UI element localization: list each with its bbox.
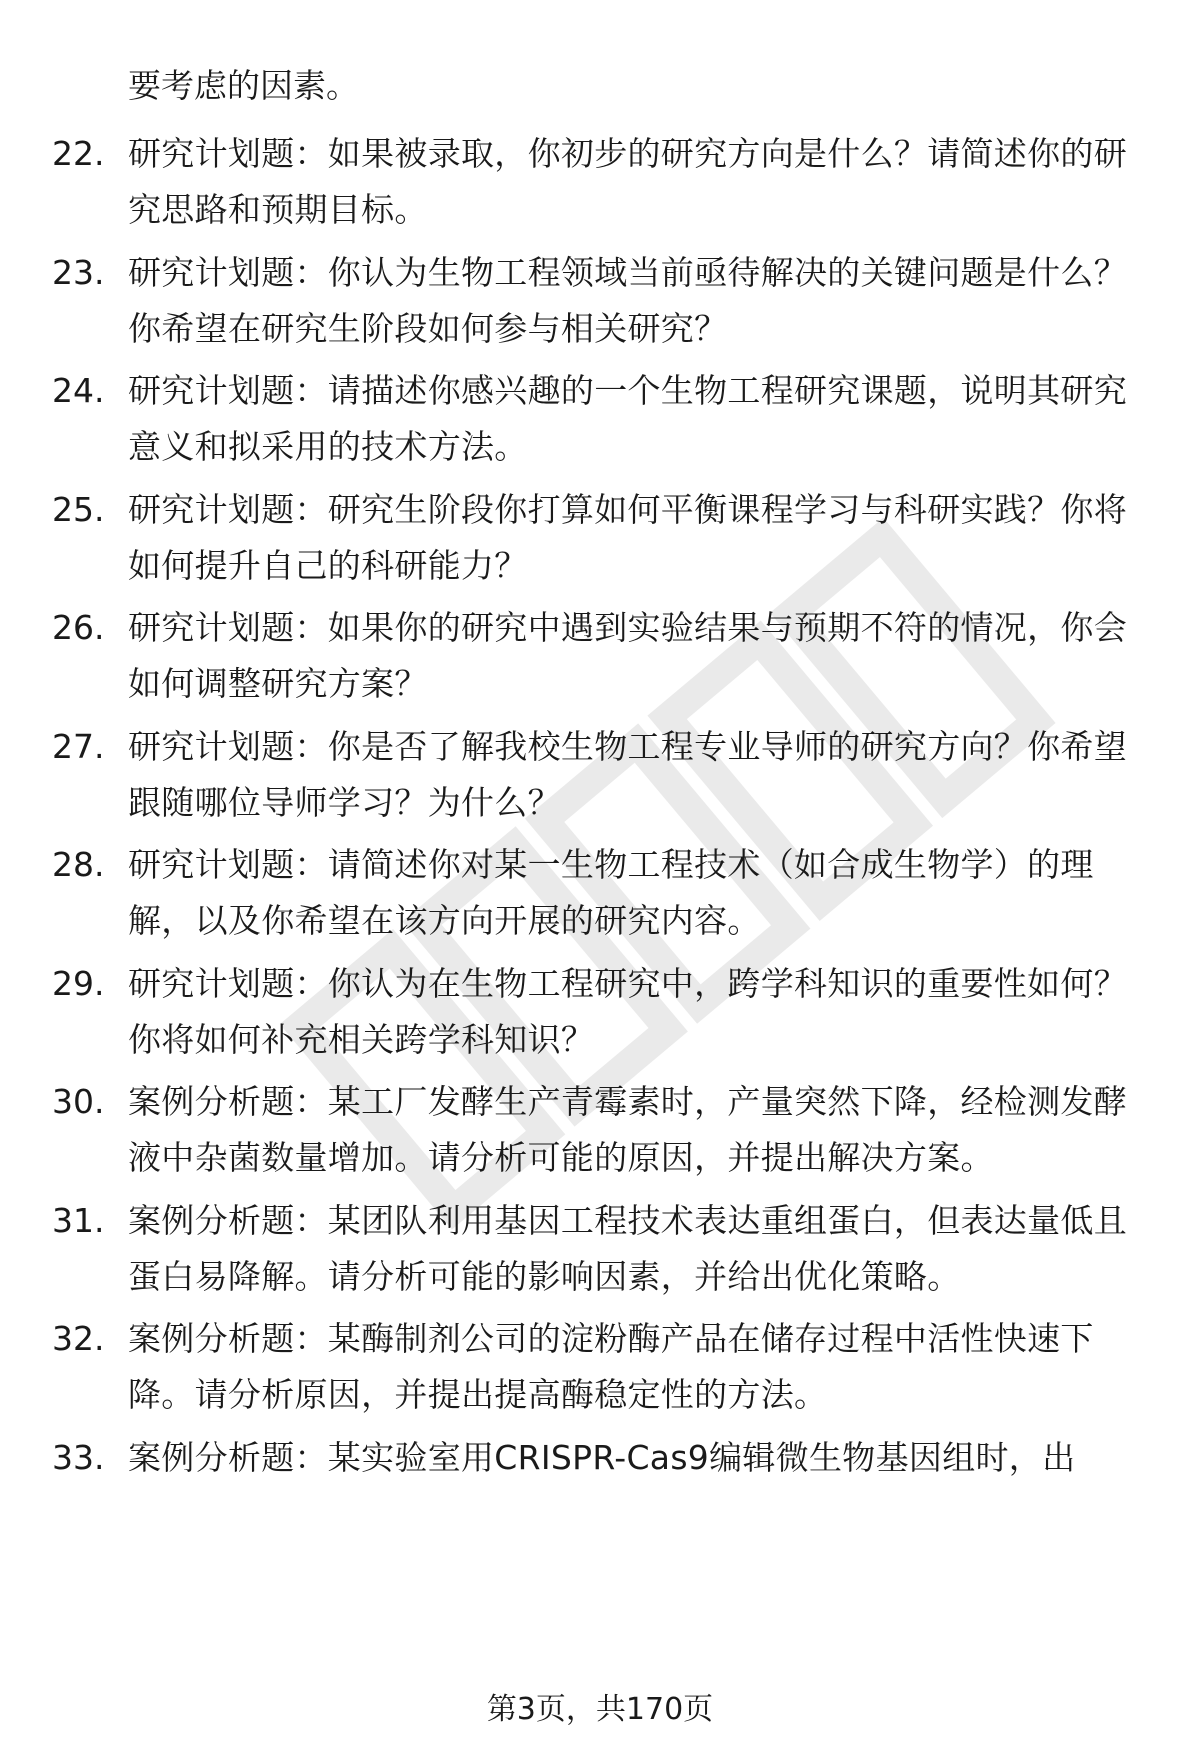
question-number: 26. <box>52 608 105 647</box>
question-item <box>0 482 1200 594</box>
question-text: 研究计划题：请简述你对某一生物工程技术（如合成生物学）的理解，以及你希望在该方向开展的研究内容。 <box>128 845 1094 940</box>
question-item <box>0 600 1200 712</box>
question-number: 27. <box>52 727 105 766</box>
question-item <box>0 1193 1200 1305</box>
question-item <box>0 719 1200 831</box>
question-number: 28. <box>52 845 105 884</box>
question-text: 案例分析题：某酶制剂公司的淀粉酶产品在储存过程中活性快速下降。请分析原因，并提出提高酶稳定性的方法。 <box>128 1319 1094 1414</box>
question-text: 研究计划题：研究生阶段你打算如何平衡课程学习与科研实践？你将如何提升自己的科研能力？ <box>128 490 1127 585</box>
question-text: 研究计划题：如果你的研究中遇到实验结果与预期不符的情况，你会如何调整研究方案？ <box>128 608 1127 703</box>
question-item <box>0 837 1200 949</box>
question-text: 研究计划题：你认为在生物工程研究中，跨学科知识的重要性如何？你将如何补充相关跨学科知识？ <box>128 964 1127 1059</box>
question-item <box>0 1311 1200 1423</box>
question-number: 33. <box>52 1438 105 1477</box>
continuation-text: 要考虑的因素。 <box>128 66 359 105</box>
question-item <box>0 363 1200 475</box>
question-number: 32. <box>52 1319 105 1358</box>
question-text: 研究计划题：请描述你感兴趣的一个生物工程研究课题，说明其研究意义和拟采用的技术方法。 <box>128 371 1127 466</box>
question-number: 31. <box>52 1201 105 1240</box>
page-footer: 第3页，共170页 <box>486 1692 714 1727</box>
question-item <box>0 126 1200 238</box>
question-text: 案例分析题：某实验室用CRISPR-Cas9编辑微生物基因组时，出 <box>128 1438 1076 1477</box>
question-number: 24. <box>52 371 105 410</box>
question-text: 案例分析题：某工厂发酵生产青霉素时，产量突然下降，经检测发酵液中杂菌数量增加。请分析可能的原因，并提出解决方案。 <box>128 1082 1127 1177</box>
question-number: 30. <box>52 1082 105 1121</box>
question-text: 研究计划题：如果被录取，你初步的研究方向是什么？请简述你的研究思路和预期目标。 <box>128 134 1127 229</box>
question-text: 研究计划题：你是否了解我校生物工程专业导师的研究方向？你希望跟随哪位导师学习？为什么？ <box>128 727 1127 822</box>
question-text: 研究计划题：你认为生物工程领域当前亟待解决的关键问题是什么？你希望在研究生阶段如何参与相关研究？ <box>128 253 1127 348</box>
question-number: 22. <box>52 134 105 173</box>
question-item <box>0 956 1200 1068</box>
question-number: 23. <box>52 253 105 292</box>
question-item <box>0 245 1200 357</box>
question-item <box>0 1430 1200 1542</box>
question-number: 25. <box>52 490 105 529</box>
question-item <box>0 1074 1200 1186</box>
question-text: 案例分析题：某团队利用基因工程技术表达重组蛋白，但表达量低且蛋白易降解。请分析可能的影响因素，并给出优化策略。 <box>128 1201 1127 1296</box>
question-number: 29. <box>52 964 105 1003</box>
